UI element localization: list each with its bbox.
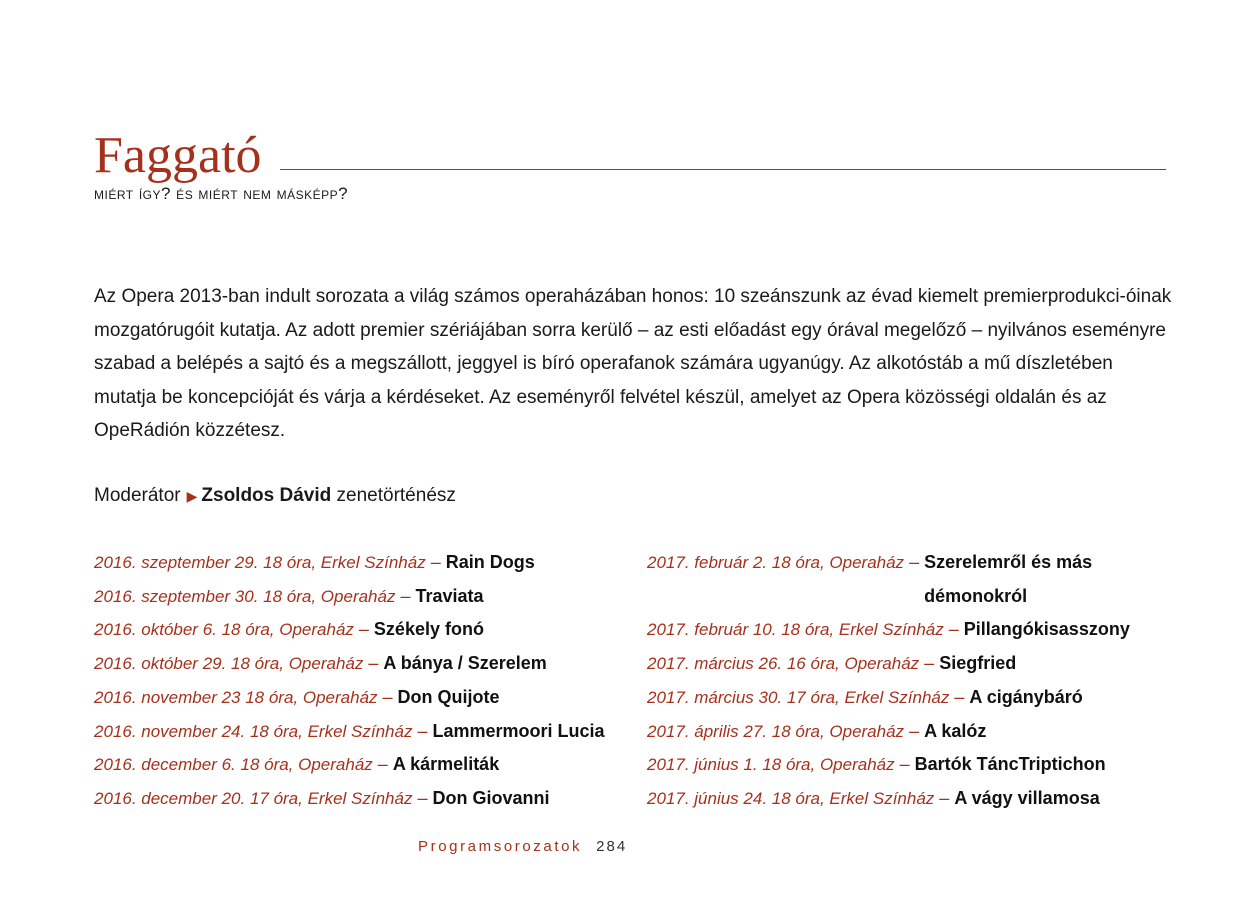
event-separator: – <box>382 686 393 707</box>
event-date: 2016. december 6. 18 óra, Operaház <box>94 755 373 775</box>
page-footer <box>418 836 627 858</box>
event-date: 2017. február 10. 18 óra, Erkel Színház <box>647 620 944 640</box>
event-row <box>94 613 634 647</box>
event-row <box>647 613 1187 647</box>
event-separator: – <box>430 552 441 572</box>
event-row <box>94 681 634 715</box>
intro-paragraph: Az Opera 2013-ban indult sorozata a világ számos operaházában honos: 10 szeánszunk az évad kiemelt premierprodukci-óinak mozgatórugóit kutatja. Az adott premier szériájában sorra kerülő – az esti előadást egy órával megelőző – nyilvános eseményre szabad a belépés a sajtó és a megszállott, jeggyel is bíró operafanok számára ugyanúgy. Az alkotóstáb a mű díszletében mutatja be koncepcióját és várja a kérdéseket. Az eseményről felvétel készül, amelyet az Opera közösségi oldalán és az OpeRádión közzétesz. <box>94 286 1172 441</box>
event-separator: – <box>899 754 910 775</box>
event-separator: – <box>358 619 369 640</box>
moderator-name: Zsoldos Dávid <box>201 485 332 506</box>
event-title: Székely fonó <box>373 619 484 640</box>
page-title: Faggató <box>94 127 262 184</box>
event-separator: – <box>939 787 950 808</box>
event-date: 2016. december 20. 17 óra, Erkel Színház <box>94 788 413 808</box>
event-title: Siegfried <box>939 653 1017 674</box>
event-date: 2016. október 6. 18 óra, Operaház <box>94 620 354 640</box>
moderator-role: zenetörténész <box>336 485 456 506</box>
page-subtitle: miért így? és miért nem másképp? <box>94 184 349 203</box>
event-date: 2016. szeptember 29. 18 óra, Erkel Színház <box>94 553 426 572</box>
event-row <box>647 647 1187 681</box>
events-list-2016 <box>94 546 634 816</box>
event-date: 2017. február 2. 18 óra, Operaház <box>647 553 905 572</box>
event-date: 2016. szeptember 30. 18 óra, Operaház <box>94 586 396 606</box>
event-title: Don Quijote <box>397 686 500 707</box>
event-row <box>94 715 634 749</box>
event-title: A vágy villamosa <box>954 787 1100 808</box>
event-title: A bánya / Szerelem <box>383 653 547 674</box>
events-list-2017 <box>647 546 1187 816</box>
footer-section-name: Programsorozatok <box>418 838 583 855</box>
event-row <box>94 782 634 816</box>
event-separator: – <box>417 720 428 741</box>
event-row <box>94 546 634 580</box>
event-title: Traviata <box>415 585 484 606</box>
event-separator: – <box>368 653 379 674</box>
title-row <box>94 120 1166 182</box>
event-separator: – <box>417 787 428 808</box>
event-row <box>94 647 634 681</box>
event-date: 2017. március 26. 16 óra, Operaház <box>647 654 920 674</box>
event-title: A kalóz <box>924 720 987 741</box>
event-date: 2016. november 24. 18 óra, Erkel Színház <box>94 721 413 741</box>
event-row <box>94 748 634 782</box>
event-title: Pillangókisasszony <box>963 619 1130 640</box>
event-date: 2017. június 24. 18 óra, Erkel Színház <box>647 788 935 808</box>
event-row <box>647 681 1187 715</box>
event-date: 2016. október 29. 18 óra, Operaház <box>94 654 364 674</box>
event-separator: – <box>924 653 935 674</box>
event-title: A kármeliták <box>392 754 500 775</box>
event-row <box>647 546 1187 613</box>
event-date: 2017. március 30. 17 óra, Erkel Színház <box>647 687 950 707</box>
moderator-label: Moderátor <box>94 485 181 506</box>
event-title: Rain Dogs <box>445 552 535 572</box>
event-title: A cigánybáró <box>969 686 1083 707</box>
event-date: 2017. április 27. 18 óra, Operaház <box>647 721 905 741</box>
event-separator: – <box>948 619 959 640</box>
event-separator: – <box>400 585 411 606</box>
event-row <box>94 580 634 614</box>
event-row <box>647 715 1187 749</box>
event-title: Szerelemről és más démonokról <box>924 552 1093 606</box>
event-separator: – <box>377 754 388 775</box>
event-row <box>647 748 1187 782</box>
event-date: 2016. november 23 18 óra, Operaház <box>94 687 378 707</box>
page-number: 284 <box>596 838 628 855</box>
event-title: Bartók TáncTriptichon <box>914 754 1106 775</box>
event-title: Don Giovanni <box>432 787 550 808</box>
event-separator: – <box>909 720 920 741</box>
event-date: 2017. június 1. 18 óra, Operaház <box>647 755 895 775</box>
moderator-line <box>94 481 456 511</box>
event-separator: – <box>954 686 965 707</box>
event-separator: – <box>909 552 920 572</box>
play-arrow-icon: ▶ <box>186 488 198 504</box>
event-row <box>647 782 1187 816</box>
event-title: Lammermoori Lucia <box>432 720 605 741</box>
title-rule <box>280 169 1166 170</box>
